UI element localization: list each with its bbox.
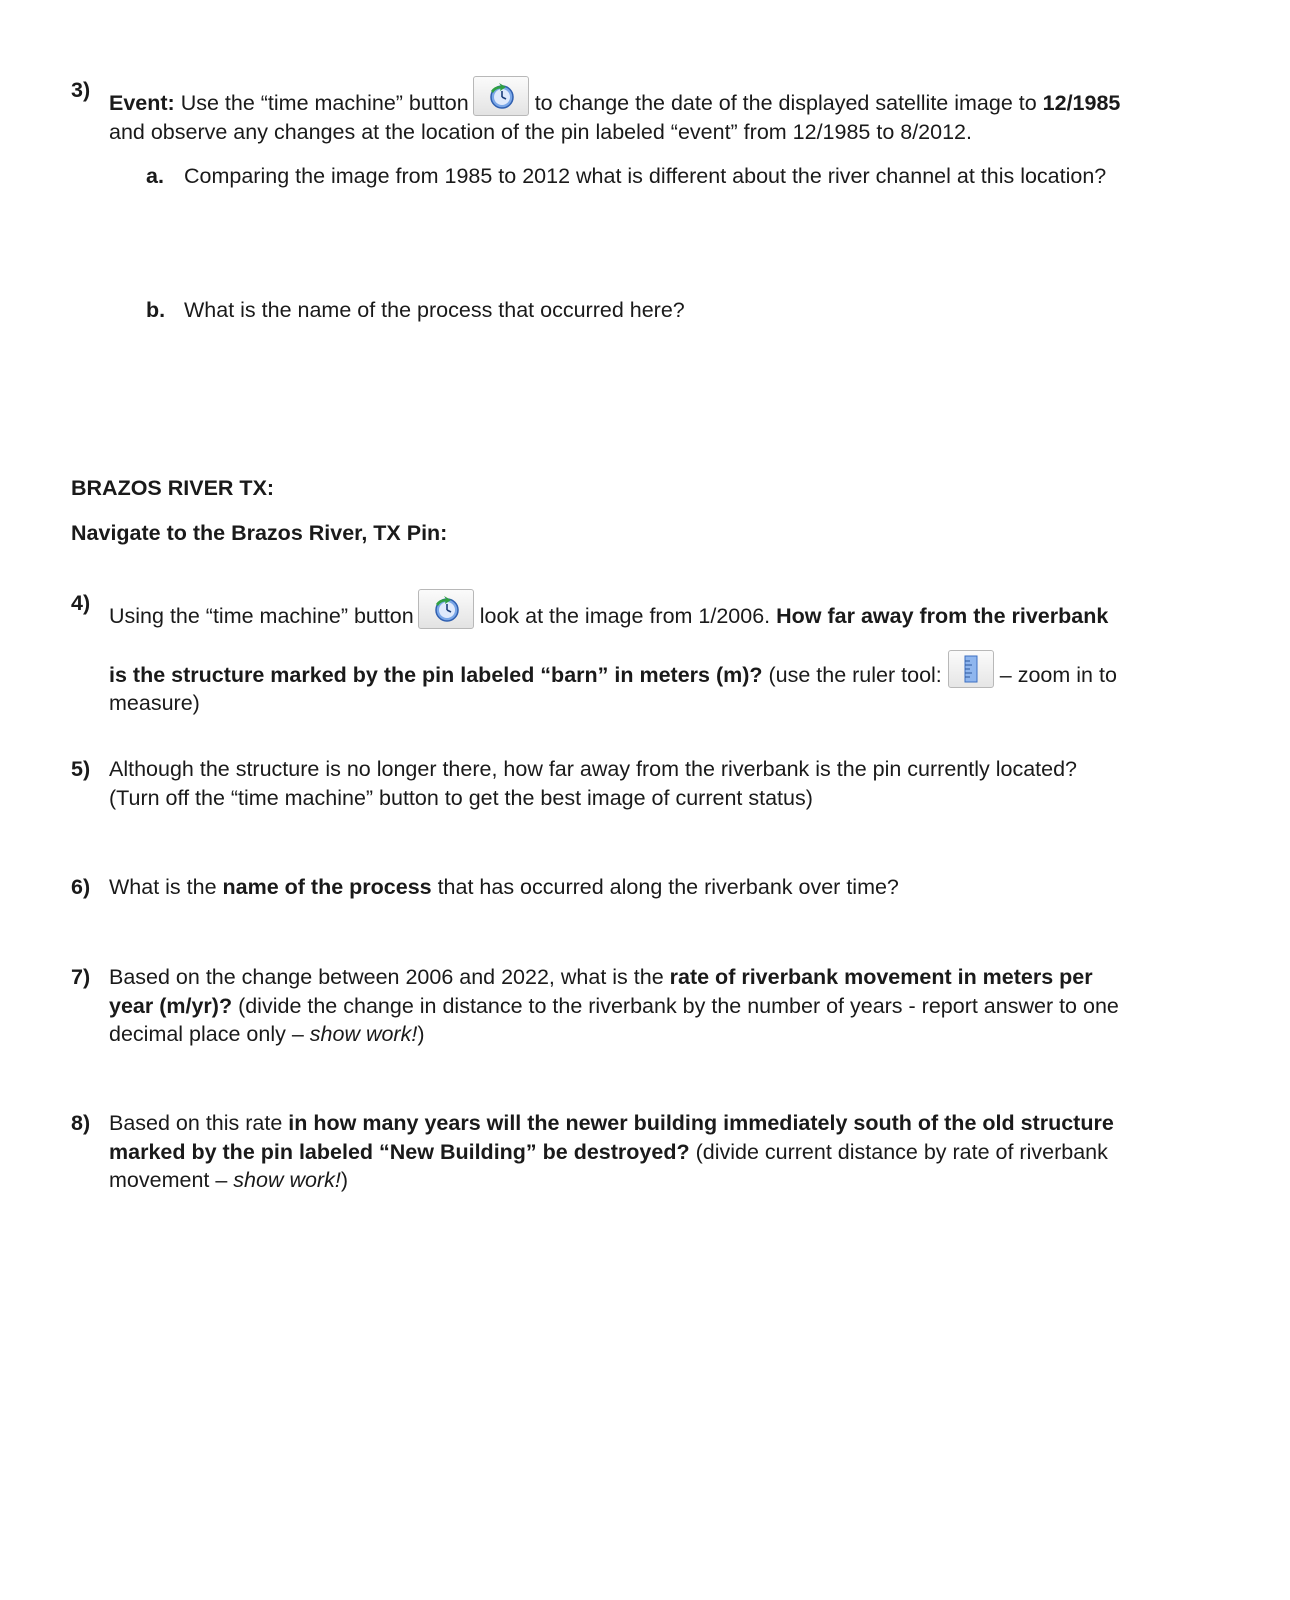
ruler-icon <box>964 655 978 683</box>
time-machine-button <box>473 76 529 116</box>
question-5: 5) Although the structure is no longer there, how far away from the riverbank is the pin currently located? (Turn off the “time machine” button to get the best image of current status) <box>71 757 1078 810</box>
event-label: Event: <box>109 91 175 115</box>
time-machine-icon <box>433 596 461 624</box>
question-6: 6) What is the name of the process that has occurred along the riverbank over time? <box>71 875 899 899</box>
section-title: BRAZOS RIVER TX: <box>71 476 275 500</box>
question-number: 3) <box>71 78 91 102</box>
navigate-instruction: Navigate to the Brazos River, TX Pin: <box>71 521 448 545</box>
question-4: 4) Using the “time machine” button look at the image from 1/2006. How far away from the riverbank is the structure marked by the pin labeled “barn” in meters (m)? (use the ruler tool: – zoom in to measure) <box>71 591 1117 715</box>
time-machine-button <box>418 589 474 629</box>
question-8: 8) Based on this rate in how many years will the newer building immediately south of the old structure marked by the pin labeled “New Building” be destroyed? (divide current distance by rate of riverbank movement – show work!) <box>71 1111 1114 1192</box>
question-3: 3) Event: Use the “time machine” button to change the date of the displayed satellite image to 12/1985 and observe any changes at the location of the pin labeled “event” from 12/1985 to 8/2012. <box>71 78 1121 144</box>
question-3a: a. Comparing the image from 1985 to 2012 what is different about the river channel at this location? <box>146 164 1107 188</box>
question-3b: b. What is the name of the process that occurred here? <box>146 298 685 322</box>
question-7: 7) Based on the change between 2006 and 2022, what is the rate of riverbank movement in meters per year (m/yr)? (divide the change in distance to the riverbank by the number of years - report answer to one decimal place only – show work!) <box>71 965 1119 1046</box>
ruler-button <box>948 650 994 688</box>
time-machine-icon <box>488 83 516 111</box>
